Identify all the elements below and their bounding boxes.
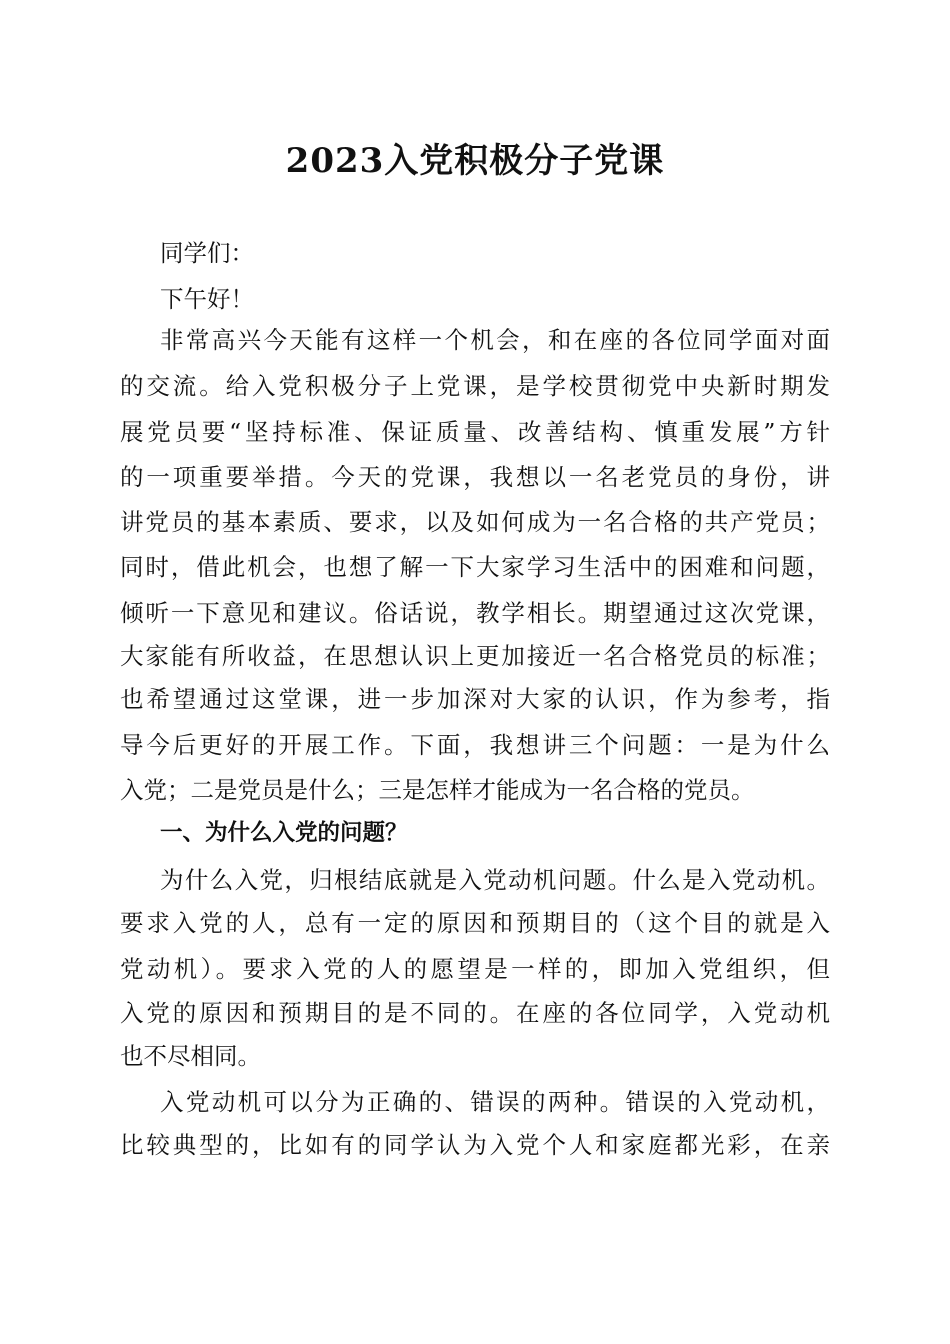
paragraph-line: 要求入党的人，总有一定的原因和预期目的（这个目的就是入 (120, 909, 830, 937)
section-heading: 一、为什么入党的问题？ (160, 820, 408, 846)
paragraph-line: 党动机）。要求入党的人的愿望是一样的，即加入党组织，但 (120, 955, 830, 983)
document-title: 2023入党积极分子党课 (285, 141, 665, 181)
paragraph-line: 非常高兴今天能有这样一个机会，和在座的各位同学面对面 (160, 326, 830, 354)
paragraph-line: 同时，借此机会，也想了解一下大家学习生活中的困难和问题， (120, 553, 830, 581)
greeting: 同学们： (160, 239, 254, 267)
paragraph-line: 也不尽相同。 (120, 1042, 261, 1070)
paragraph-line: 为什么入党，归根结底就是入党动机问题。什么是入党动机。 (160, 866, 830, 894)
paragraph-line: 的一项重要举措。今天的党课，我想以一名老党员的身份，讲 (120, 463, 830, 491)
paragraph-line: 比较典型的，比如有的同学认为入党个人和家庭都光彩，在亲 (120, 1131, 830, 1159)
paragraph-line: 讲党员的基本素质、要求，以及如何成为一名合格的共产党员； (120, 508, 830, 536)
paragraph-line: 入党动机可以分为正确的、错误的两种。错误的入党动机， (160, 1088, 830, 1116)
paragraph-line: 展党员要“坚持标准、保证质量、改善结构、慎重发展”方针 (120, 418, 830, 446)
paragraph-line: 的交流。给入党积极分子上党课，是学校贯彻党中央新时期发 (120, 372, 830, 400)
salutation: 下午好！ (160, 285, 254, 313)
paragraph-line: 导今后更好的开展工作。下面，我想讲三个问题：一是为什么 (120, 731, 830, 759)
paragraph-line: 入党的原因和预期目的是不同的。在座的各位同学，入党动机 (120, 999, 830, 1027)
paragraph-line: 入党；二是党员是什么；三是怎样才能成为一名合格的党员。 (120, 776, 755, 804)
paragraph-line: 大家能有所收益，在思想认识上更加接近一名合格党员的标准； (120, 642, 830, 670)
paragraph-line: 倾听一下意见和建议。俗话说，教学相长。期望通过这次党课， (120, 599, 830, 627)
paragraph-line: 也希望通过这堂课，进一步加深对大家的认识，作为参考，指 (120, 685, 830, 713)
